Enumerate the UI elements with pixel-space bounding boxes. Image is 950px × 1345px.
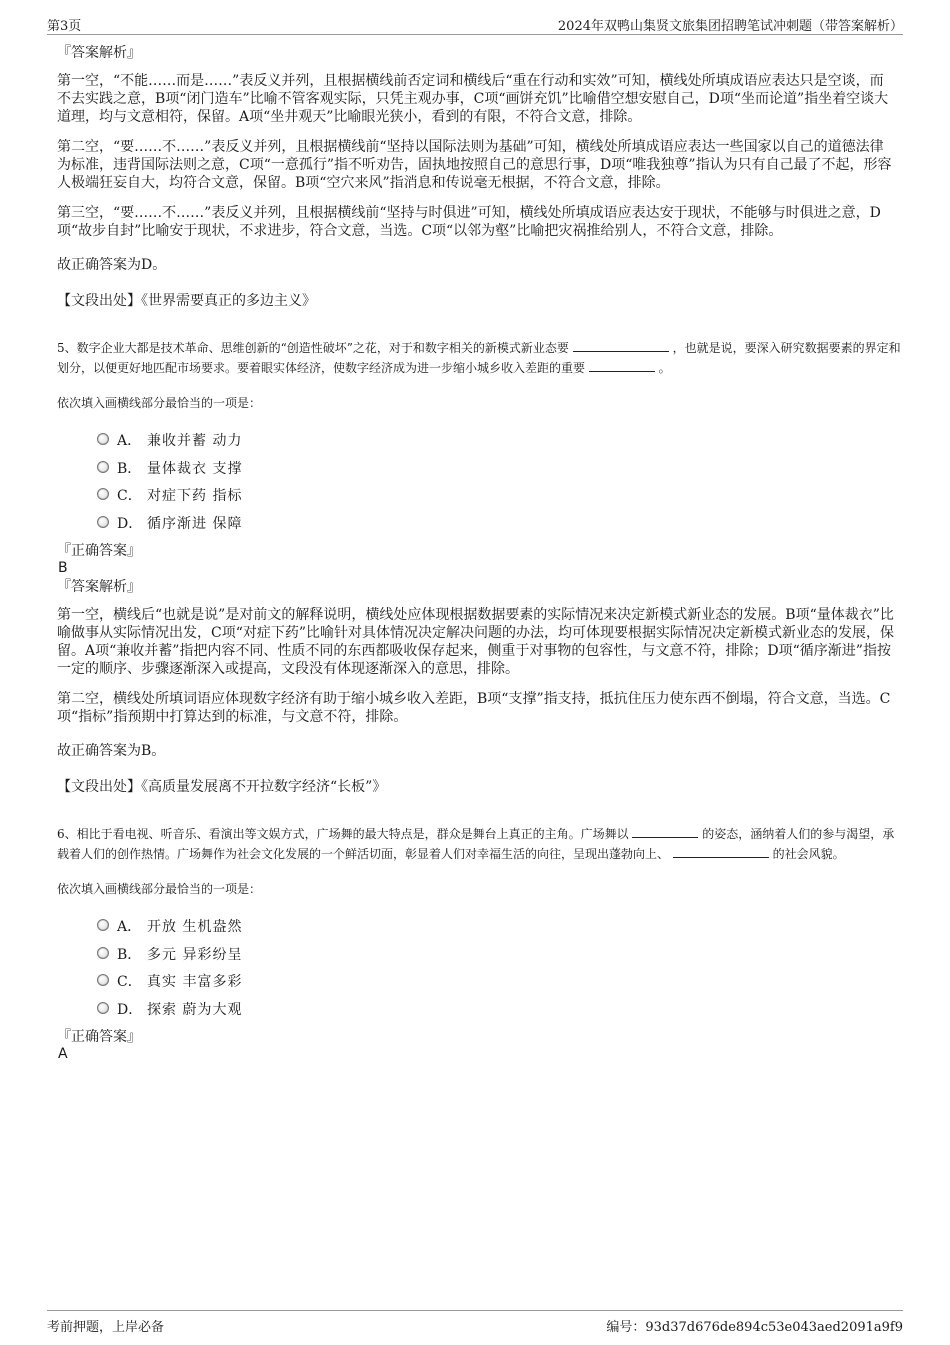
q6-blank-1 (632, 824, 698, 838)
q5-section (57, 338, 901, 796)
q5-analysis-label: 『答案解析』 (57, 579, 141, 595)
q5-analysis-paragraph-1: 第一空，横线后“也就是说”是对前文的解释说明，横线处应体现根据数据要素的实际情况来决定新模式新业态的发展。B项“量体裁衣”比喻做事从实际情况出发，C项“对症下药”比喻针对具体情况决定解决问题的办法，均可体现要根据实际情况决定新模式新业态的发展，保留。A项“兼收并蓄”指把内容不同、性质不同的东西都吸收保存起来，侧重于对事物的包容性，与文意不符，排除；D项“循序渐进”指按一定的顺序、步骤逐渐深入或提高，文段没有体现逐渐深入的意思，排除。 (57, 607, 895, 677)
q6-section (57, 824, 897, 1062)
radio-icon[interactable] (97, 461, 109, 473)
q5-option-b[interactable] (57, 458, 897, 486)
q5-options (57, 430, 897, 540)
q4-analysis-paragraph-2: 第二空，“要……不……”表反义并列，且根据横线前“坚持以国际法则为基础”可知，横线处所填成语应表达一些国家以自己的道德法律为标准，违背国际法则之意，C项“一意孤行”指不听劝告，固执地按照自己的意思行事，D项“唯我独尊”指认为只有自己最了不起，形容人极端狂妄自大，均符合文意，保留。B项“空穴来风”指消息和传说毫无根据，不符合文意，排除。 (57, 139, 892, 191)
option-letter: A． (117, 919, 142, 935)
q6-option-b[interactable] (57, 944, 897, 972)
document-id: 编号：93d37d676de894c53e043aed2091a9f9 (606, 1320, 903, 1335)
option-text: 探索 蔚为大观 (147, 1001, 243, 1018)
q5-option-d[interactable] (57, 513, 897, 541)
q6-stem-part-a: 6、相比于看电视、听音乐、看演出等文娱方式，广场舞的最大特点是，群众是舞台上真正的主角。广场舞以 (57, 827, 629, 841)
option-letter: D． (117, 515, 143, 532)
page-footer (47, 1310, 903, 1333)
radio-icon[interactable] (97, 516, 109, 528)
q6-instruction: 依次填入画横线部分最恰当的一项是： (57, 882, 262, 896)
q4-analysis-paragraph-3: 第三空，“要……不……”表反义并列，且根据横线前“坚持与时俱进”可知，横线处所填成语应表达安于现状，不能够与时俱进之意，D项“故步自封”比喻安于现状，不求进步，符合文意，当选。C项“以邻为壑”比喻把灾祸推给别人，不符合文意，排除。 (57, 205, 881, 239)
q5-answer-label: 『正确答案』 (57, 543, 141, 559)
q6-stem-part-b: 的姿态，涵纳着人们的参与渴望，承载着人们的创作热情。广场舞作为社会文化发展的一个鲜活切面，彰显着人们对幸福生活的向往，呈现出蓬勃向上、 (57, 827, 895, 861)
page-number: 第3页 (47, 19, 82, 34)
q5-stem-part-c: 。 (658, 361, 671, 375)
page-header (47, 14, 903, 35)
option-text: 循序渐进 保障 (147, 515, 243, 532)
q6-stem (57, 824, 902, 864)
q4-analysis-label: 『答案解析』 (57, 45, 141, 61)
radio-icon[interactable] (97, 433, 109, 445)
option-letter: B． (117, 946, 142, 963)
q6-option-d[interactable] (57, 999, 897, 1027)
document-title: 2024年双鸭山集贤文旅集团招聘笔试冲刺题（带答案解析） (557, 19, 903, 34)
q5-stem (57, 338, 902, 378)
q5-conclusion: 故正确答案为B。 (57, 743, 166, 759)
q4-analysis-section (57, 44, 897, 310)
option-text: 多元 异彩纷呈 (147, 946, 243, 963)
q6-blank-2 (673, 844, 769, 858)
q6-options (57, 916, 897, 1026)
option-letter: B． (117, 460, 142, 477)
q5-option-a[interactable] (57, 430, 897, 458)
q5-stem-part-b: ，也就是说，要深入研究数据要素的界定和划分，以便更好地匹配市场要求。要着眼实体经济，使数字经济成为进一步缩小城乡收入差距的重要 (57, 341, 901, 375)
footer-slogan: 考前押题，上岸必备 (47, 1320, 165, 1335)
q6-answer: A (58, 1046, 68, 1062)
page-content (57, 44, 901, 1062)
q5-answer: B (58, 560, 68, 576)
q4-analysis-paragraph-1: 第一空，“不能……而是……”表反义并列，且根据横线前否定词和横线后“重在行动和实效”可知，横线处所填成语应表达只是空谈，而不去实践之意，B项“闭门造车”比喻不管客观实际，只凭主观办事，C项“画饼充饥”比喻借空想安慰自己，D项“坐而论道”指坐着空谈大道理，均与文意相符，保留。A项“坐井观天”比喻眼光狭小，看到的有限，不符合文意，排除。 (57, 73, 889, 125)
option-text: 兼收并蓄 动力 (147, 433, 243, 449)
q5-instruction: 依次填入画横线部分最恰当的一项是： (57, 396, 262, 410)
q6-stem-part-c: 的社会风貌。 (772, 847, 845, 861)
q6-answer-label: 『正确答案』 (57, 1029, 141, 1045)
q5-stem-part-a: 5、数字企业大都是技术革命、思维创新的“创造性破坏”之花，对于和数字相关的新模式新业态要 (57, 341, 569, 355)
q6-option-c[interactable] (57, 971, 897, 999)
radio-icon[interactable] (97, 488, 109, 500)
radio-icon[interactable] (97, 947, 109, 959)
radio-icon[interactable] (97, 1002, 109, 1014)
option-text: 对症下药 指标 (147, 488, 243, 504)
option-text: 量体裁衣 支撑 (147, 460, 243, 477)
option-letter: A． (117, 433, 142, 449)
q5-blank-2 (589, 358, 655, 372)
radio-icon[interactable] (97, 919, 109, 931)
option-text: 真实 丰富多彩 (147, 974, 243, 990)
q4-conclusion: 故正确答案为D。 (57, 257, 167, 273)
q5-analysis-paragraph-2: 第二空，横线处所填词语应体现数字经济有助于缩小城乡收入差距，B项“支撑”指支持，抵抗住压力使东西不倒塌，符合文意，当选。C项“指标”指预期中打算达到的标准，与文意不符，排除。 (57, 691, 891, 725)
option-letter: D． (117, 1001, 143, 1018)
option-letter: C． (117, 488, 142, 504)
q5-option-c[interactable] (57, 485, 897, 513)
q5-source: 【文段出处】《高质量发展离不开拉数字经济“长板”》 (57, 779, 387, 795)
radio-icon[interactable] (97, 974, 109, 986)
option-letter: C． (117, 974, 142, 990)
q5-blank-1 (573, 338, 669, 352)
option-text: 开放 生机盎然 (147, 919, 243, 935)
q4-source: 【文段出处】《世界需要真正的多边主义》 (57, 293, 316, 309)
q6-option-a[interactable] (57, 916, 897, 944)
